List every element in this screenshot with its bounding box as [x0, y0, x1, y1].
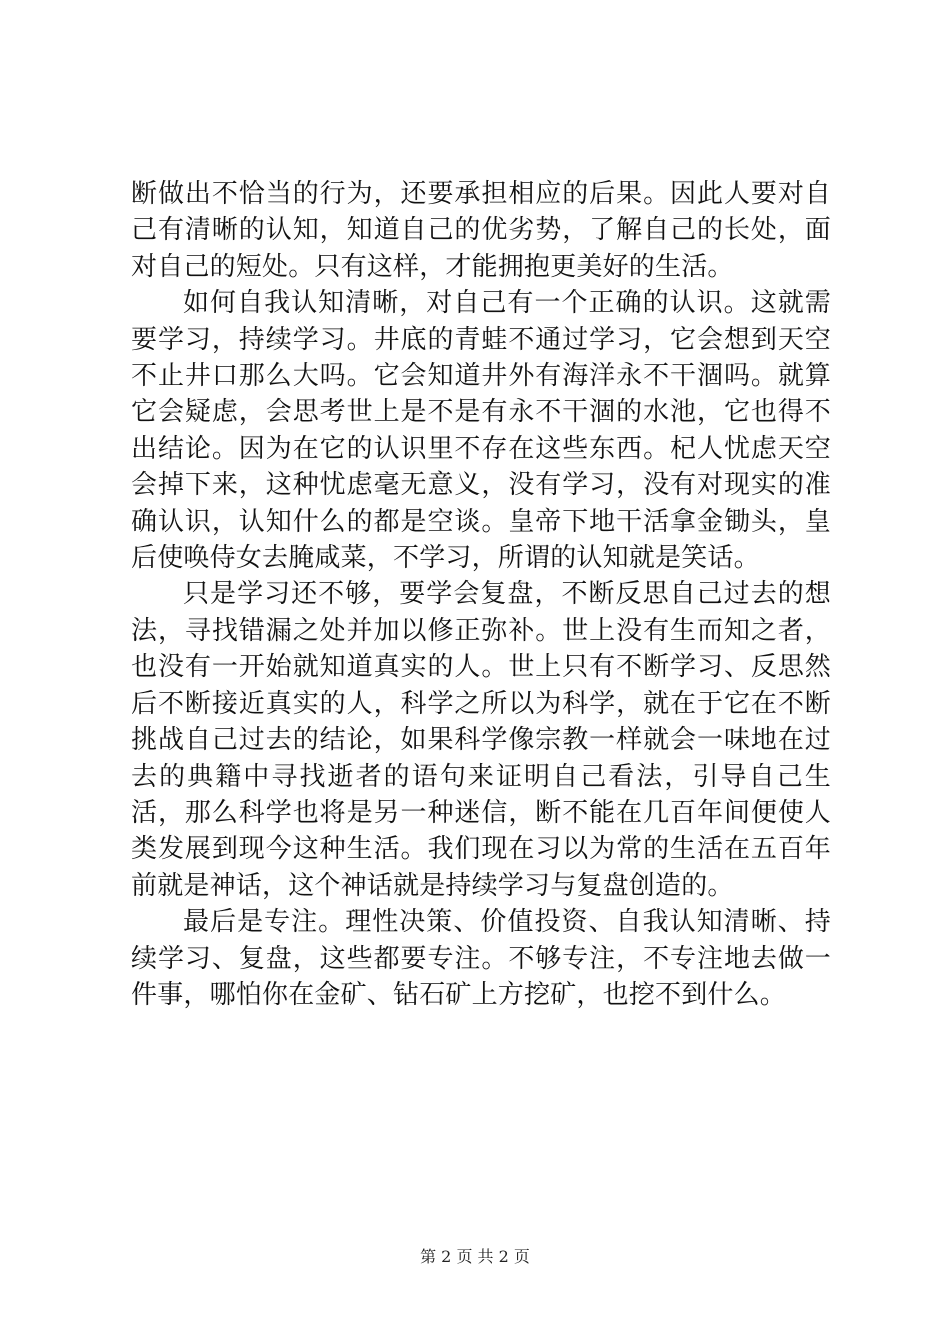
paragraph-4: 最后是专注。理性决策、价值投资、自我认知清晰、持续学习、复盘，这些都要专注。不够专注，不专注地去做一件事，哪怕你在金矿、钻石矿上方挖矿，也挖不到什么。 — [131, 907, 831, 1010]
paragraph-1: 断做出不恰当的行为，还要承担相应的后果。因此人要对自己有清晰的认知，知道自己的优劣势，了解自己的长处，面对自己的短处。只有这样，才能拥抱更美好的生活。 — [131, 179, 831, 282]
paragraph-3: 只是学习还不够，要学会复盘，不断反思自己过去的想法，寻找错漏之处并加以修正弥补。世上没有生而知之者，也没有一开始就知道真实的人。世上只有不断学习、反思然后不断接近真实的人，科学之所以为科学，就在于它在不断挑战自己过去的结论，如果科学像宗教一样就会一味地在过去的典籍中寻找逝者的语句来证明自己看法，引导自己生活，那么科学也将是另一种迷信，断不能在几百年间便使人类发展到现今这种生活。我们现在习以为常的生活在五百年前就是神话，这个神话就是持续学习与复盘创造的。 — [131, 579, 831, 901]
paragraph-2: 如何自我认知清晰，对自己有一个正确的认识。这就需要学习，持续学习。井底的青蛙不通过学习，它会想到天空不止井口那么大吗。它会知道井外有海洋永不干涸吗。就算它会疑虑，会思考世上是不是有永不干涸的水池，它也得不出结论。因为在它的认识里不存在这些东西。杞人忧虑天空会掉下来，这种忧虑毫无意义，没有学习，没有对现实的准确认识，认知什么的都是空谈。皇帝下地干活拿金锄头，皇后使唤侍女去腌咸菜，不学习，所谓的认知就是笑话。 — [131, 288, 831, 574]
body-text — [131, 176, 831, 1013]
page-number-label: 第 2 页 共 2 页 — [420, 1247, 530, 1266]
page-footer — [0, 1246, 950, 1268]
